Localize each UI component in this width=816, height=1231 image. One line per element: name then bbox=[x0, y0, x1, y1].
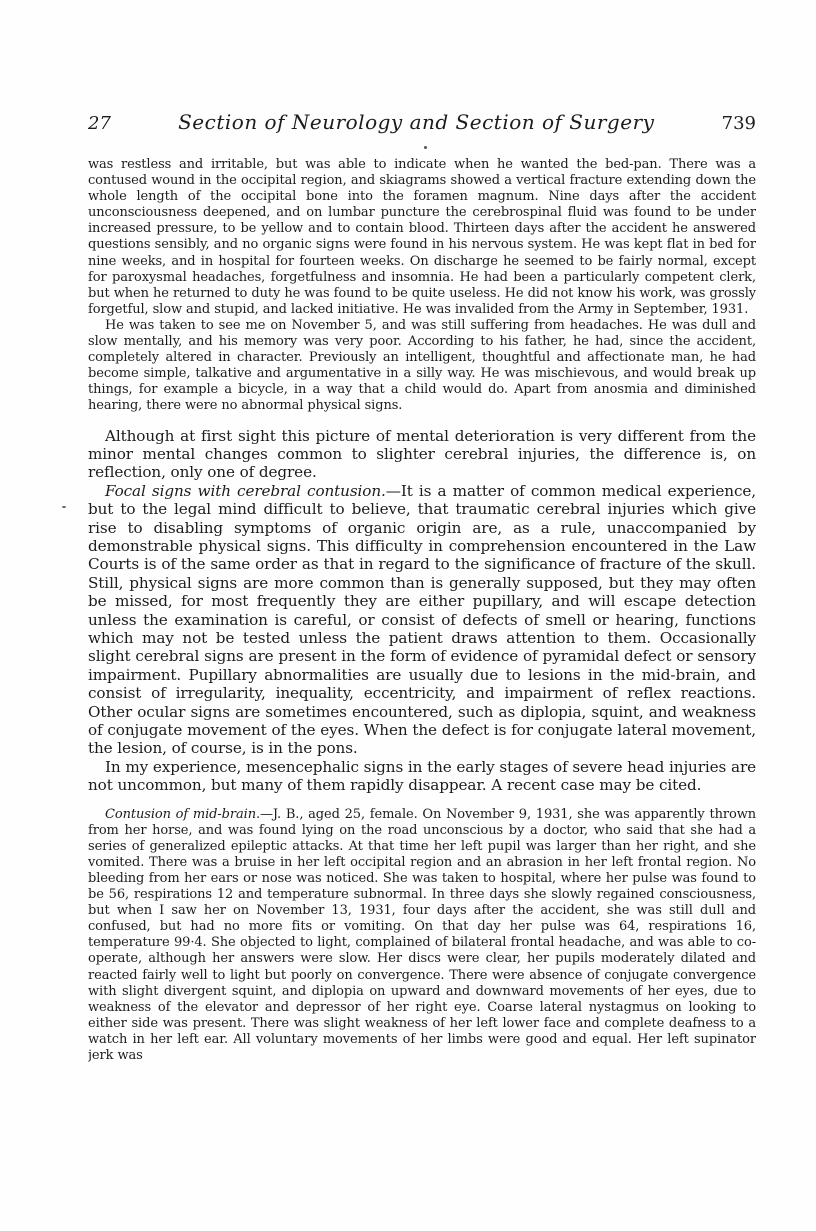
paragraph: He was taken to see me on November 5, and was still suffering from headaches. He was dull and slow mentally, and his memory was very poor. According to his father, he had, since the accident, completely altered in character. Previously an intelligent, thoughtful and affectionate man, he had become simple, talkative and argumentative in a silly way. He was mischievous, and would break up things, for example a bicycle, in a way that a child would do. Apart from anosmia and diminished hearing, there were no abnormal physical signs. bbox=[88, 317, 756, 414]
running-title: Section of Neurology and Section of Surgery bbox=[178, 110, 655, 134]
paragraph: was restless and irritable, but was able to indicate when he wanted the bed-pan. There was a contused wound in the occipital region, and skiagrams showed a vertical fracture extending down the whole length of the occipital bone into the foramen magnum. Nine days after the accident unconsciousness deepened, and on lumbar puncture the cerebrospinal fluid was found to be under increased pressure, to be yellow and to contain blood. Thirteen days after the accident he answered questions sensibly, and no organic signs were found in his nervous system. He was kept flat in bed for nine weeks, and in hospital for fourteen weeks. On discharge he seemed to be fairly normal, except for paroxysmal headaches, forgetfulness and insomnia. He had been a particularly competent clerk, but when he returned to duty he was found to be quite useless. He did not know his work, was grossly forgetful, slow and stupid, and lacked initiative. He was invalided from the Army in September, 1931. bbox=[88, 157, 756, 317]
paragraph: Contusion of mid-brain.—J. B., aged 25, female. On November 9, 1931, she was apparently thrown from her horse, and was found lying on the road unconscious by a doctor, who said that she had a series of generalized epileptic attacks. At that time her left pupil was larger than her right, and she vomited. There was a bruise in her left occipital region and an abrasion in her left frontal region. No bleeding from her ears or nose was noticed. She was taken to hospital, where her pulse was found to be 56, respirations 12 and temperature subnormal. In three days she slowly regained consciousness, but when I saw her on November 13, 1931, four days after the accident, she was still dull and confused, but had no more fits or vomiting. On that day her pulse was 64, respirations 16, temperature 99·4. She objected to light, complained of bilateral frontal headache, and was able to co-operate, although her answers were slow. Her discs were clear, her pupils moderately dilated and reacted fairly well to light but poorly on convergence. There were absence of conjugate convergence with slight divergent squint, and diplopia on upward and downward movements of her eyes, due to weakness of the elevator and depressor of her right eye. Coarse lateral nystagmus on looking to either side was present. There was slight weakness of her left lower face and complete deafness to a watch in her left ear. All voluntary movements of her limbs were good and equal. Her left supinator jerk was bbox=[88, 806, 756, 1064]
paragraph-lead-italic: Contusion of mid-brain. bbox=[105, 806, 261, 822]
page-header bbox=[88, 110, 756, 134]
ink-speck bbox=[62, 506, 66, 508]
text-section bbox=[88, 427, 756, 795]
session-number: 27 bbox=[88, 113, 111, 134]
paragraph: Although at first sight this picture of mental deterioration is very different from the minor mental changes common to slighter cerebral injuries, the difference is, on reflection, only one of degree. bbox=[88, 426, 756, 482]
text-section bbox=[88, 157, 756, 415]
ink-speck bbox=[424, 146, 427, 149]
paragraph: Focal signs with cerebral contusion.—It is a matter of common medical experience, but to the legal mind difficult to believe, that traumatic cerebral injuries which give rise to disabling symptoms of organic origin are, as a rule, unaccompanied by demonstrable physical signs. This difficulty in comprehension encountered in the Law Courts is of the same order as that in regard to the significance of fracture of the skull. Still, physical signs are more common than is generally supposed, but they may often be missed, for most frequently they are either pupillary, and will escape detection unless the examination is careful, or consist of defects of smell or hearing, functions which may not be tested unless the patient draws attention to them. Occasionally slight cerebral signs are present in the form of evidence of pyramidal defect or sensory impairment. Pupillary abnormalities are usually due to lesions in the mid-brain, and consist of irregularity, inequality, eccentricity, and impairment of reflex reactions. Other ocular signs are sometimes encountered, such as diplopia, squint, and weakness of conjugate movement of the eyes. When the defect is for conjugate lateral movement, the lesion, of course, is in the pons. bbox=[88, 481, 756, 758]
page-number: 739 bbox=[721, 113, 756, 134]
paragraph: In my experience, mesencephalic signs in the early stages of severe head injuries are not uncommon, but many of them rapidly disappear. A recent case may be cited. bbox=[88, 757, 756, 795]
text-section bbox=[88, 807, 756, 1065]
paragraph-lead-italic: Focal signs with cerebral contusion. bbox=[105, 481, 386, 500]
page-body bbox=[88, 157, 756, 1217]
